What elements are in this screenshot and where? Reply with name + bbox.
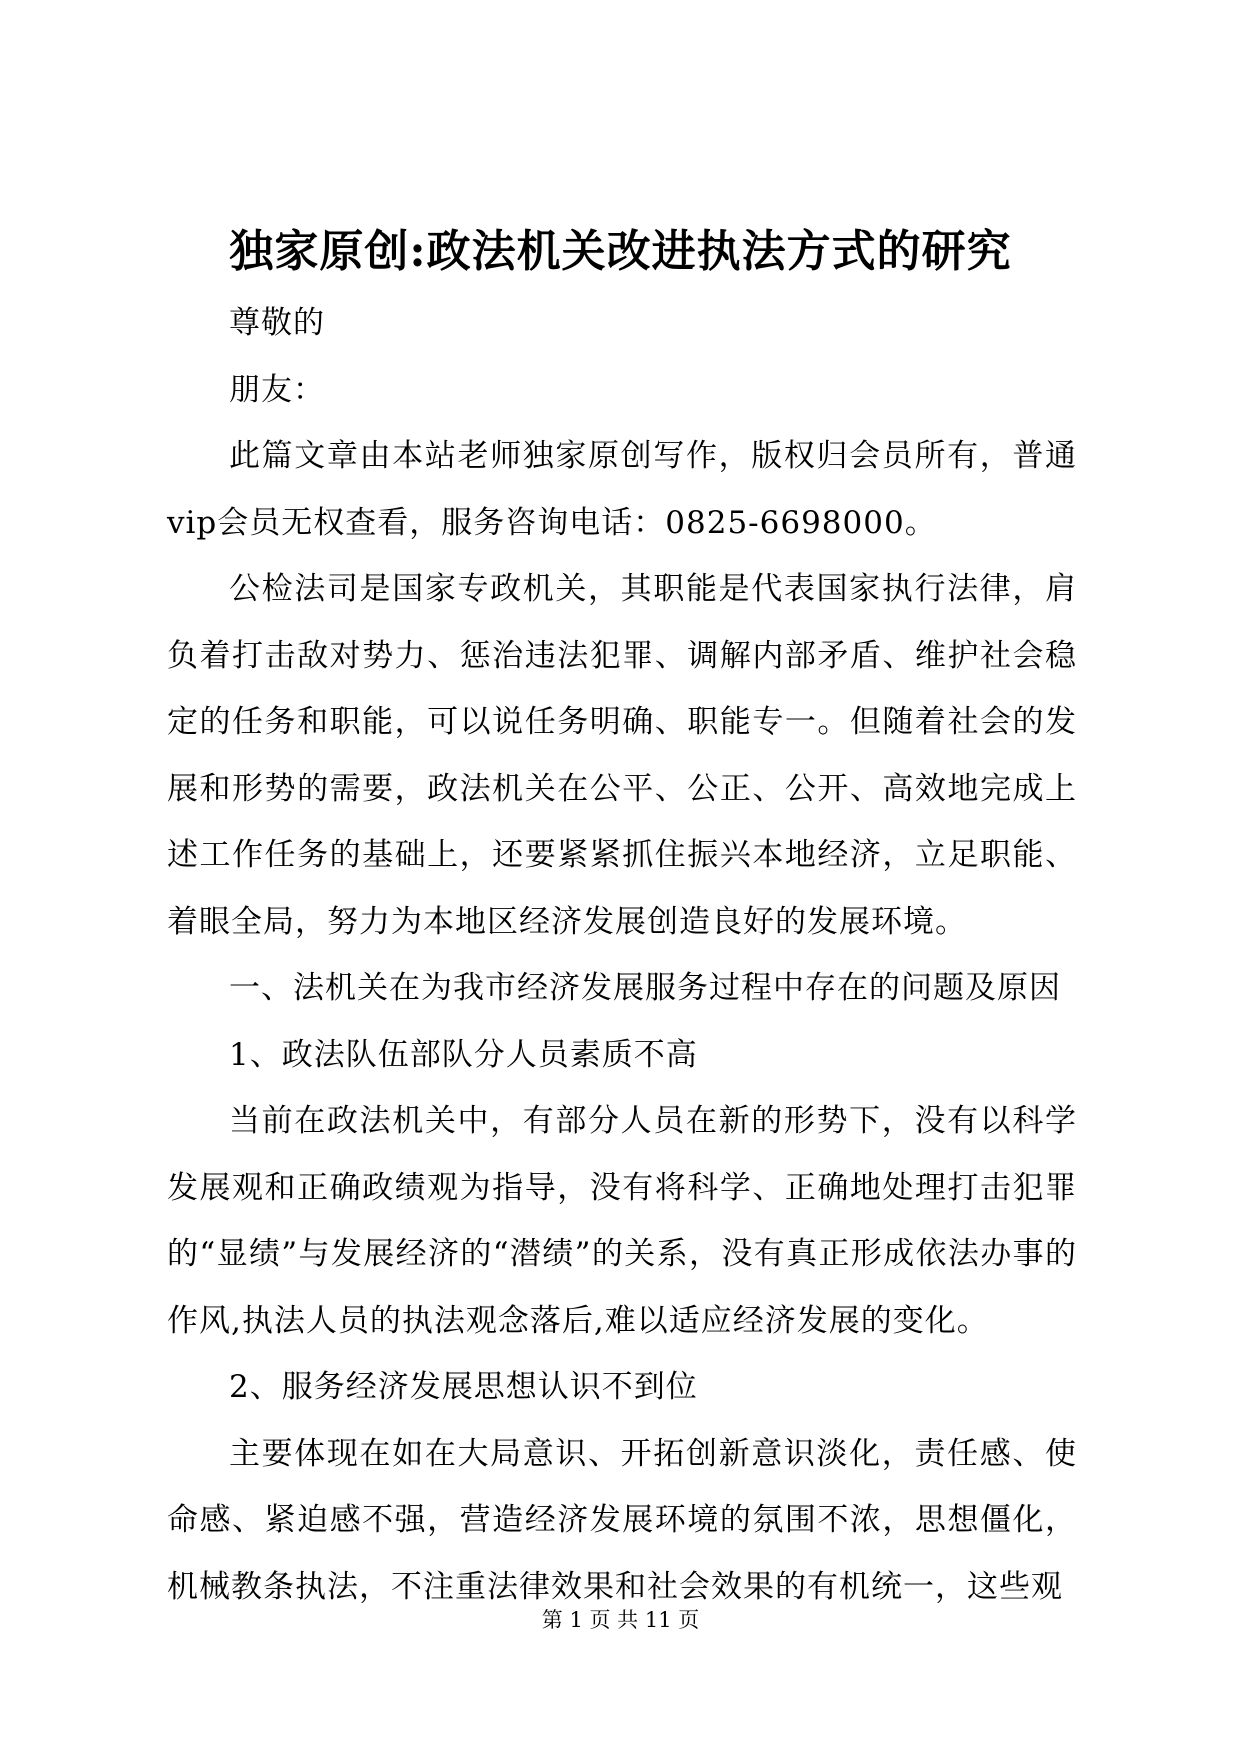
salutation-line-2: 朋友：: [229, 371, 325, 408]
body-paragraph-1: 当前在政法机关中，有部分人员在新的形势下，没有以科学发展观和正确政绩观为指导，没有将科学、正确地处理打击犯罪的“显绩”与发展经济的“潜绩”的关系，没有真正形成依法办事的作风,执法人员的执法观念落后,难以适应经济发展的变化。: [167, 1103, 1077, 1339]
page-number-footer: 第 1 页 共 11 页: [541, 1608, 700, 1632]
document-title: 独家原创:政法机关改进执法方式的研究: [229, 226, 1012, 277]
section-heading-1: 一、法机关在为我市经济发展服务过程中存在的问题及原因: [229, 970, 1061, 1006]
subsection-heading-2: 2、服务经济发展思想认识不到位: [229, 1369, 698, 1405]
copyright-notice-paragraph: 此篇文章由本站老师独家原创写作，版权归会员所有，普通vip会员无权查看，服务咨询电话：0825-6698000。: [167, 438, 1077, 541]
document-body: [167, 290, 1077, 1620]
body-paragraph-2: 主要体现在如在大局意识、开拓创新意识淡化，责任感、使命感、紧迫感不强，营造经济发展环境的氛围不浓，思想僵化，机械教条执法，不注重法律效果和社会效果的有机统一，这些观: [167, 1435, 1077, 1605]
subsection-heading-1: 1、政法队伍部队分人员素质不高: [229, 1036, 698, 1073]
salutation-line-1: 尊敬的: [229, 305, 325, 341]
intro-paragraph: 公检法司是国家专政机关，其职能是代表国家执行法律，肩负着打击敌对势力、惩治违法犯罪、调解内部矛盾、维护社会稳定的任务和职能，可以说任务明确、职能专一。但随着社会的发展和形势的需要，政法机关在公平、公正、公开、高效地完成上述工作任务的基础上，还要紧紧抓住振兴本地经济，立足职能、着眼全局，努力为本地区经济发展创造良好的发展环境。: [167, 571, 1077, 940]
